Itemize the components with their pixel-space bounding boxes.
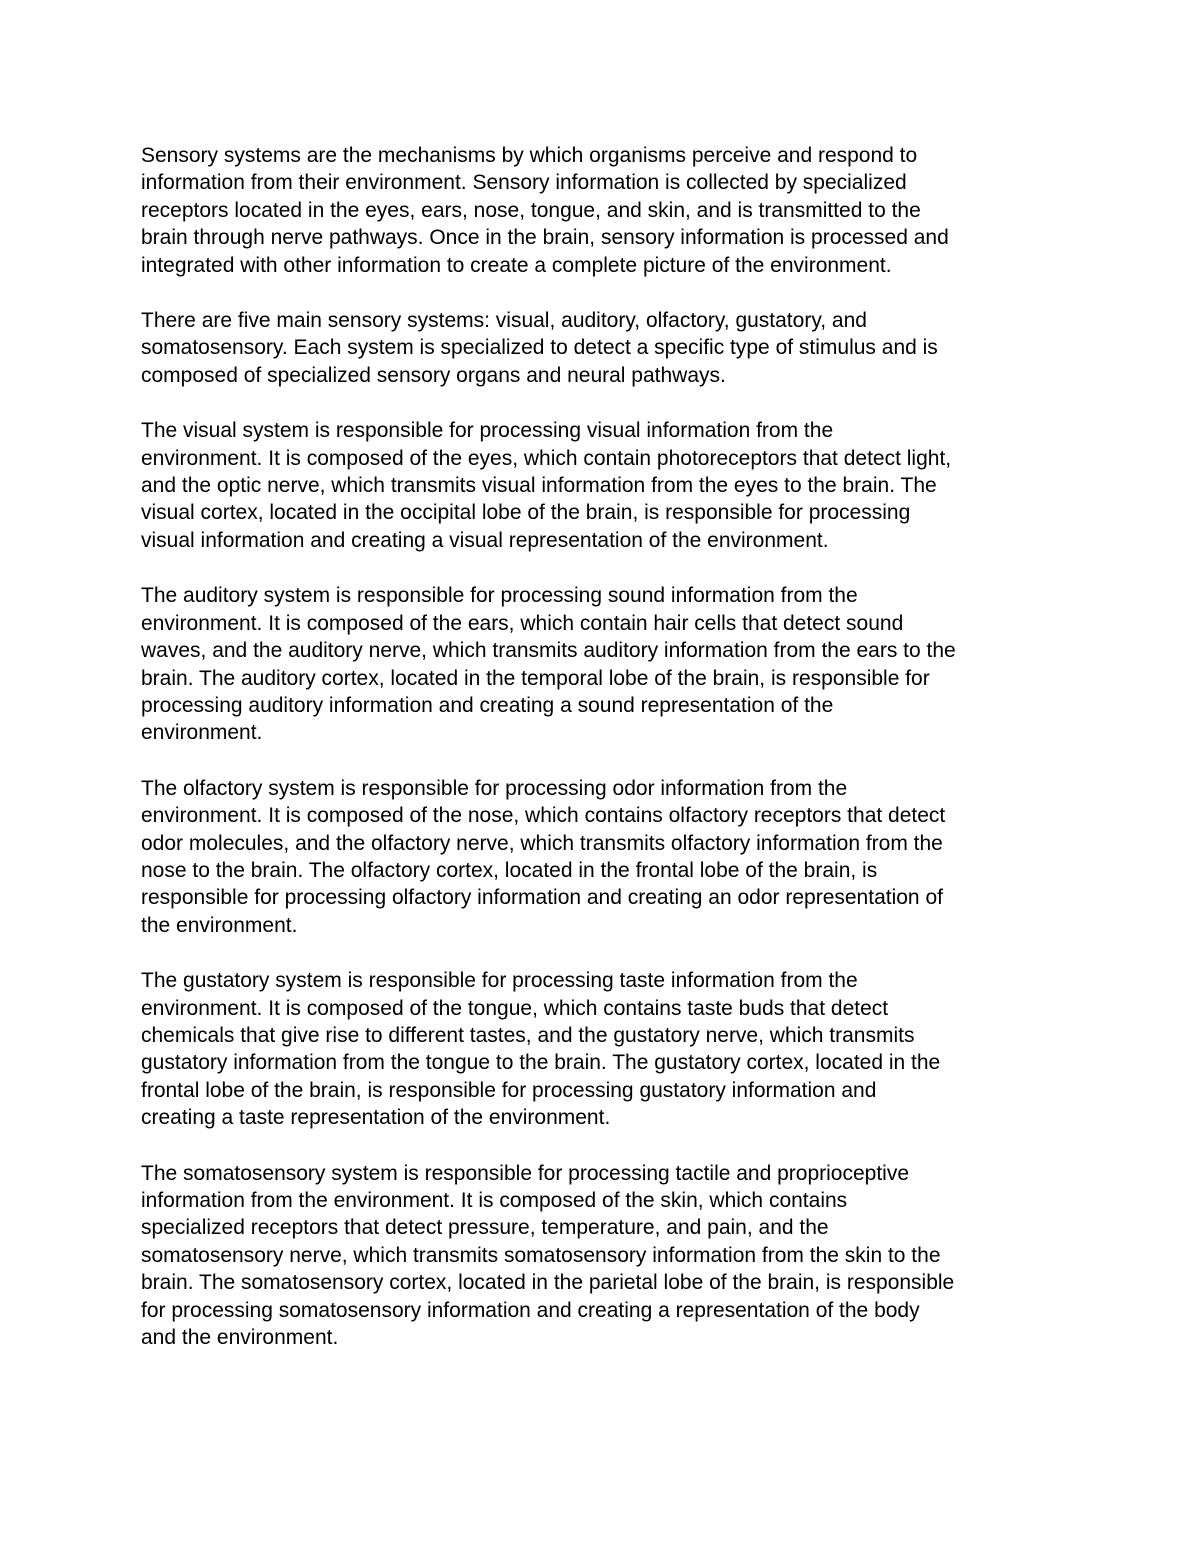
paragraph-overview: There are five main sensory systems: visual, auditory, olfactory, gustatory, and somatosensory. Each system is specialized to detect a specific type of stimulus and is composed of specialized sensory organs and neural pathways.	[141, 309, 938, 387]
paragraph-intro: Sensory systems are the mechanisms by which organisms perceive and respond to information from their environment. Sensory information is collected by specialized receptors located in the eyes, ears, nose, tongue, and skin, and is transmitted to the brain through nerve pathways. Once in the brain, sensory information is processed and integrated with other information to create a complete picture of the environment.	[141, 144, 949, 277]
document-body	[141, 142, 1071, 1379]
paragraph-auditory: The auditory system is responsible for processing sound information from the environment. It is composed of the ears, which contain hair cells that detect sound waves, and the auditory nerve, which transmits auditory information from the ears to the brain. The auditory cortex, located in the temporal lobe of the brain, is responsible for processing auditory information and creating a sound representation of the environment.	[141, 584, 956, 745]
paragraph-olfactory: The olfactory system is responsible for processing odor information from the environment. It is composed of the nose, which contains olfactory receptors that detect odor molecules, and the olfactory nerve, which transmits olfactory information from the nose to the brain. The olfactory cortex, located in the frontal lobe of the brain, is responsible for processing olfactory information and creating an odor representation of the environment.	[141, 776, 946, 937]
paragraph-visual: The visual system is responsible for processing visual information from the environment. It is composed of the eyes, which contain photoreceptors that detect light, and the optic nerve, which transmits visual information from the eyes to the brain. The visual cortex, located in the occipital lobe of the brain, is responsible for processing visual information and creating a visual representation of the environment.	[141, 419, 952, 552]
paragraph-gustatory: The gustatory system is responsible for processing taste information from the environment. It is composed of the tongue, which contains taste buds that detect chemicals that give rise to different tastes, and the gustatory nerve, which transmits gustatory information from the tongue to the brain. The gustatory cortex, located in the frontal lobe of the brain, is responsible for processing gustatory information and creating a taste representation of the environment.	[141, 969, 941, 1130]
paragraph-somatosensory: The somatosensory system is responsible for processing tactile and proprioceptive information from the environment. It is composed of the skin, which contains specialized receptors that detect pressure, temperature, and pain, and the somatosensory nerve, which transmits somatosensory information from the skin to the brain. The somatosensory cortex, located in the parietal lobe of the brain, is responsible for processing somatosensory information and creating a representation of the body and the environment.	[141, 1161, 955, 1350]
